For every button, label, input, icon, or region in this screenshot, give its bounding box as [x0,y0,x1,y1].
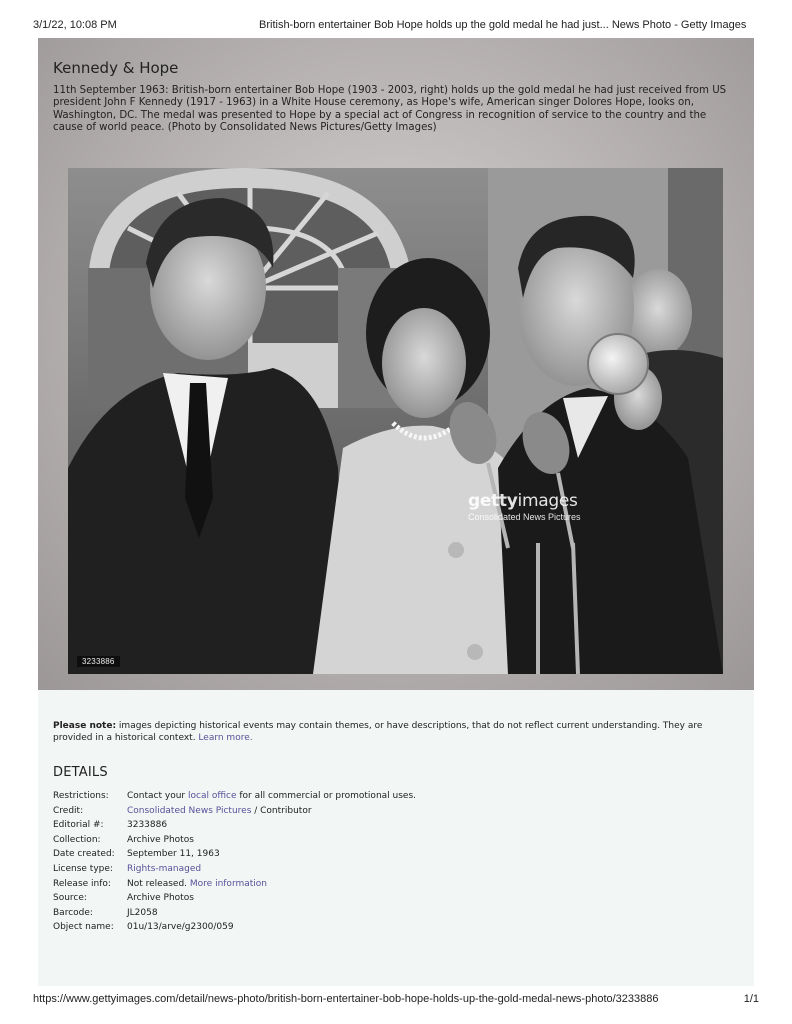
getty-logo: gettyimages [468,491,578,511]
detail-row-object-name [53,922,416,937]
detail-label: Collection: [53,834,101,845]
rights-managed-link[interactable]: Rights-managed [127,863,202,874]
note-label: Please note: [53,721,117,731]
print-header [33,19,759,33]
image-caption: 11th September 1963: British-born entertainer Bob Hope (1903 - 2003, right) holds up the gold medal he had just received from US president John F Kennedy (1917 - 1963) in a White House ceremony, as Hope's wife, American singer Dolores Hope, looks on, Washington, DC. The medal was presented to Hope by a special act of Congress in recognition of service to the country and the cause of world peace. (Photo by Consolidated News Pictures/Getty Images) [53,85,727,134]
detail-row-restrictions [53,791,416,806]
details-heading: DETAILS [53,765,108,780]
photo-id-badge: 3233886 [77,656,120,667]
details-table [53,791,416,937]
detail-label: Barcode: [53,907,93,918]
detail-row-source [53,893,416,908]
getty-watermark [468,491,581,522]
print-page-title: British-born entertainer Bob Hope holds up the gold medal he had just... News Photo - Getty Images [259,19,747,31]
detail-row-date-created [53,849,416,864]
detail-value: 3233886 [127,820,168,831]
detail-value: Archive Photos [127,893,194,904]
detail-row-editorial [53,820,416,835]
learn-more-link[interactable]: Learn more. [198,733,253,743]
detail-label: Object name: [53,922,114,933]
hero-section [38,38,754,690]
detail-label: Restrictions: [53,791,109,801]
detail-label: Date created: [53,849,115,860]
local-office-link[interactable]: local office [187,791,237,801]
note-text: images depicting historical events may contain themes, or have descriptions, that do not reflect current understanding. They are provided in a historical context. [53,721,703,743]
detail-value: JL2058 [127,907,158,918]
page-number: 1/1 [743,993,759,1005]
detail-label: Editorial #: [53,820,104,831]
detail-value: Not released. More information [127,878,268,889]
photo-illustration [68,168,723,674]
more-information-link[interactable]: More information [189,878,268,889]
news-photo[interactable] [68,168,723,674]
detail-row-release-info [53,879,416,894]
print-url: https://www.gettyimages.com/detail/news-photo/british-born-entertainer-bob-hope-holds-up-the-gold-medal-news-photo/3233886 [33,993,659,1005]
details-panel [38,690,754,986]
detail-value: Contact your local office for all commercial or promotional uses. [127,791,417,801]
detail-value: September 11, 1963 [127,849,220,860]
detail-label: Credit: [53,805,84,816]
contributor-link[interactable]: Consolidated News Pictures [127,805,252,816]
detail-row-credit [53,806,416,821]
detail-value: Archive Photos [127,834,194,845]
watermark-credit: Consolidated News Pictures [468,512,581,522]
historical-note [53,720,733,744]
detail-label: Source: [53,893,87,904]
detail-value: 01u/13/arve/g2300/059 [127,922,234,933]
print-datetime: 3/1/22, 10:08 PM [33,19,117,31]
detail-row-barcode [53,908,416,923]
detail-row-collection [53,835,416,850]
detail-label: License type: [53,863,113,874]
detail-value [127,864,416,879]
image-title: Kennedy & Hope [53,59,179,77]
print-footer [33,993,759,1007]
detail-value: Consolidated News Pictures / Contributor [127,805,312,816]
detail-label: Release info: [53,878,111,889]
detail-row-license-type [53,864,416,879]
